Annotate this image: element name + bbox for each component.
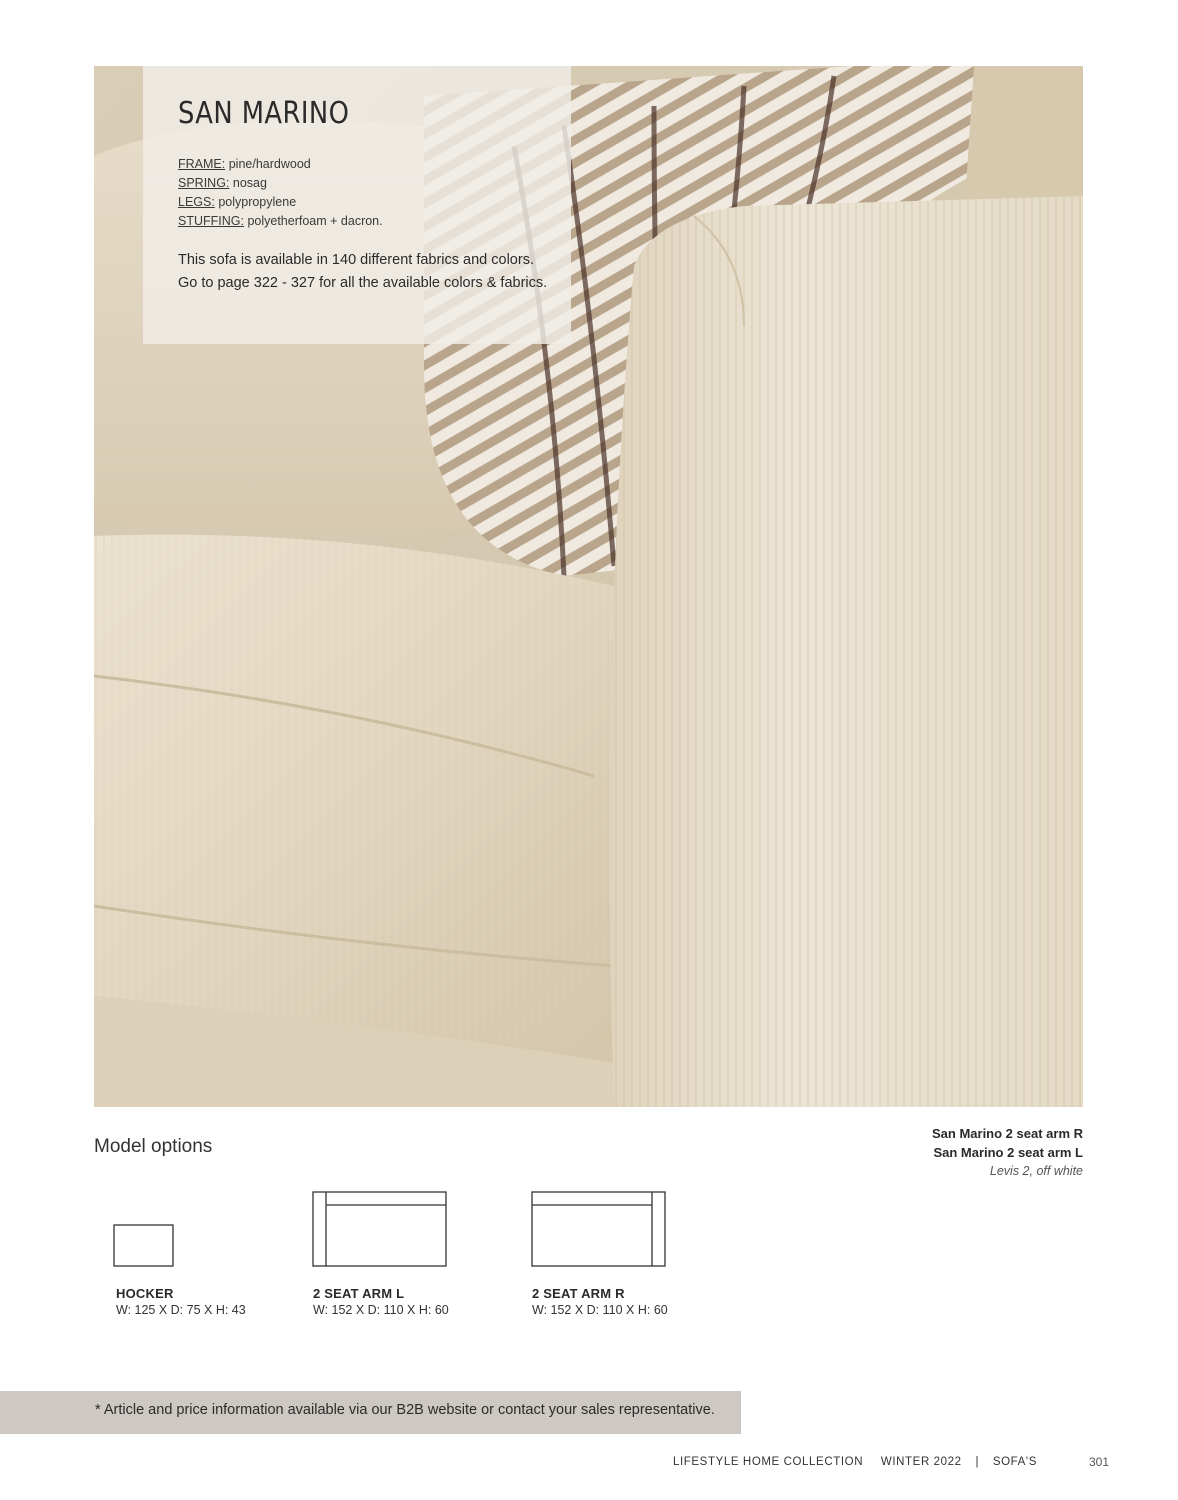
season: WINTER 2022: [880, 1456, 962, 1468]
spec-frame: FRAME: pine/hardwood: [178, 157, 311, 171]
footer-separator: |: [975, 1456, 980, 1468]
model-options-heading: Model options: [94, 1136, 213, 1157]
product-title: SAN MARINO: [178, 96, 350, 131]
footer-note: * Article and price information available via our B2B website or contact your sales representative.: [0, 1391, 741, 1434]
two-seat-arm-r-diagram: [531, 1191, 667, 1268]
spec-spring: SPRING: nosag: [178, 176, 267, 190]
spec-stuffing: STUFFING: polyetherfoam + dacron.: [178, 214, 383, 228]
hocker-diagram: [113, 1224, 175, 1268]
page-footer: [673, 1456, 1037, 1468]
page-number: 301: [1089, 1455, 1110, 1469]
collection-name: LIFESTYLE HOME COLLECTION: [673, 1456, 864, 1468]
spec-legs: LEGS: polypropylene: [178, 195, 297, 209]
photo-caption: San Marino 2 seat arm R San Marino 2 seat arm L Levis 2, off white: [932, 1126, 1083, 1178]
option-hocker: HOCKER W: 125 X D: 75 X H: 43: [116, 1286, 246, 1317]
product-info-box: [143, 66, 571, 344]
option-two-seat-arm-r: 2 SEAT ARM R W: 152 X D: 110 X H: 60: [532, 1286, 668, 1317]
two-seat-arm-l-diagram: [312, 1191, 448, 1268]
option-two-seat-arm-l: 2 SEAT ARM L W: 152 X D: 110 X H: 60: [313, 1286, 449, 1317]
availability-text: This sofa is available in 140 different fabrics and colors. Go to page 322 - 327 for all the available colors & fabrics.: [178, 252, 548, 291]
section-name: SOFA'S: [992, 1456, 1037, 1468]
